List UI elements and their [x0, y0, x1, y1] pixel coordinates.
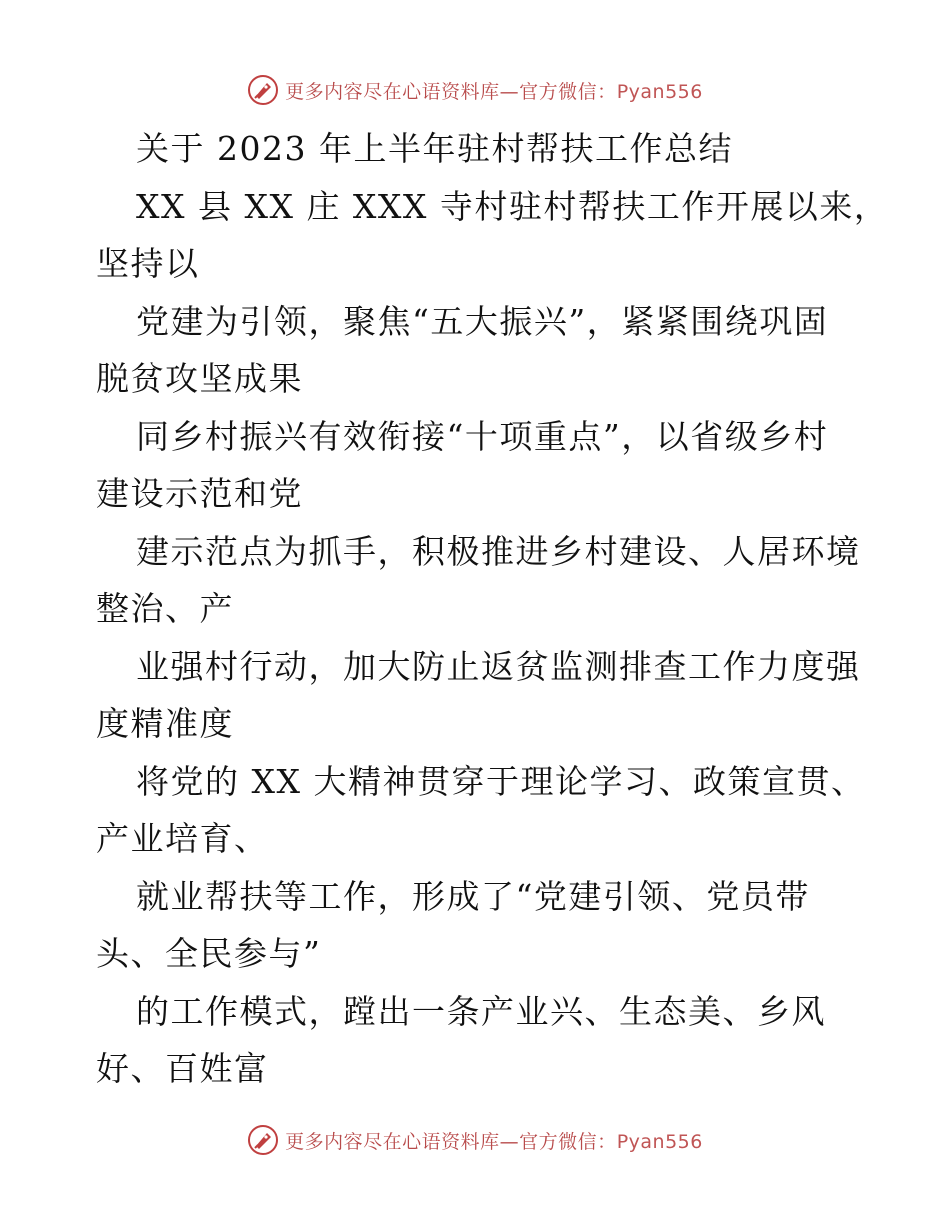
text-line: 头、全民参与” — [96, 934, 322, 973]
header-brand-main: 更多内容尽在心语资料库 — [285, 80, 500, 103]
text-line: 同乡村振兴有效衔接“十项重点”，以省级乡村 — [136, 416, 829, 456]
text-line: 的工作模式，蹚出一条产业兴、生态美、乡风 — [136, 991, 826, 1031]
text-line: 就业帮扶等工作，形成了“党建引领、党员带 — [136, 876, 810, 916]
text-line: XX 县 XX 庄 XXX 寺村驻村帮扶工作开展以来， — [136, 186, 889, 226]
text-line: 将党的 XX 大精神贯穿于理论学习、政策宣贯、 — [136, 761, 866, 801]
text-line: 党建为引领，聚焦“五大振兴”，紧紧围绕巩固 — [136, 301, 829, 341]
header-brand — [247, 74, 703, 106]
text-line: 整治、产 — [96, 589, 234, 628]
footer-wechat-id: Pyan556 — [616, 1130, 703, 1153]
page-header — [0, 70, 950, 110]
footer-brand-main: 更多内容尽在心语资料库 — [285, 1130, 500, 1153]
document-title: 关于 2023 年上半年驻村帮扶工作总结 — [136, 129, 733, 168]
text-line: 坚持以 — [96, 244, 200, 283]
header-dash: — — [499, 80, 520, 103]
footer-dash: — — [499, 1130, 520, 1153]
text-line: 好、百姓富 — [96, 1049, 269, 1088]
text-line: 建设示范和党 — [96, 474, 303, 513]
page-footer — [0, 1120, 950, 1160]
footer-wechat-label: 官方微信： — [519, 1130, 617, 1153]
header-brand-text — [285, 77, 703, 104]
text-line: 度精准度 — [96, 704, 234, 743]
text-line: 脱贫攻坚成果 — [96, 359, 303, 398]
text-line: 建示范点为抓手，积极推进乡村建设、人居环境 — [136, 531, 861, 571]
text-line: 产业培育、 — [96, 819, 269, 858]
footer-brand-text — [285, 1127, 703, 1154]
footer-brand — [247, 1124, 703, 1156]
document-body — [96, 120, 889, 1098]
pen-nib-logo-icon — [247, 1124, 279, 1156]
header-wechat-id: Pyan556 — [616, 80, 703, 103]
header-wechat-label: 官方微信： — [519, 80, 617, 103]
pen-nib-logo-icon — [247, 74, 279, 106]
text-line: 业强村行动，加大防止返贫监测排查工作力度强 — [136, 646, 861, 686]
